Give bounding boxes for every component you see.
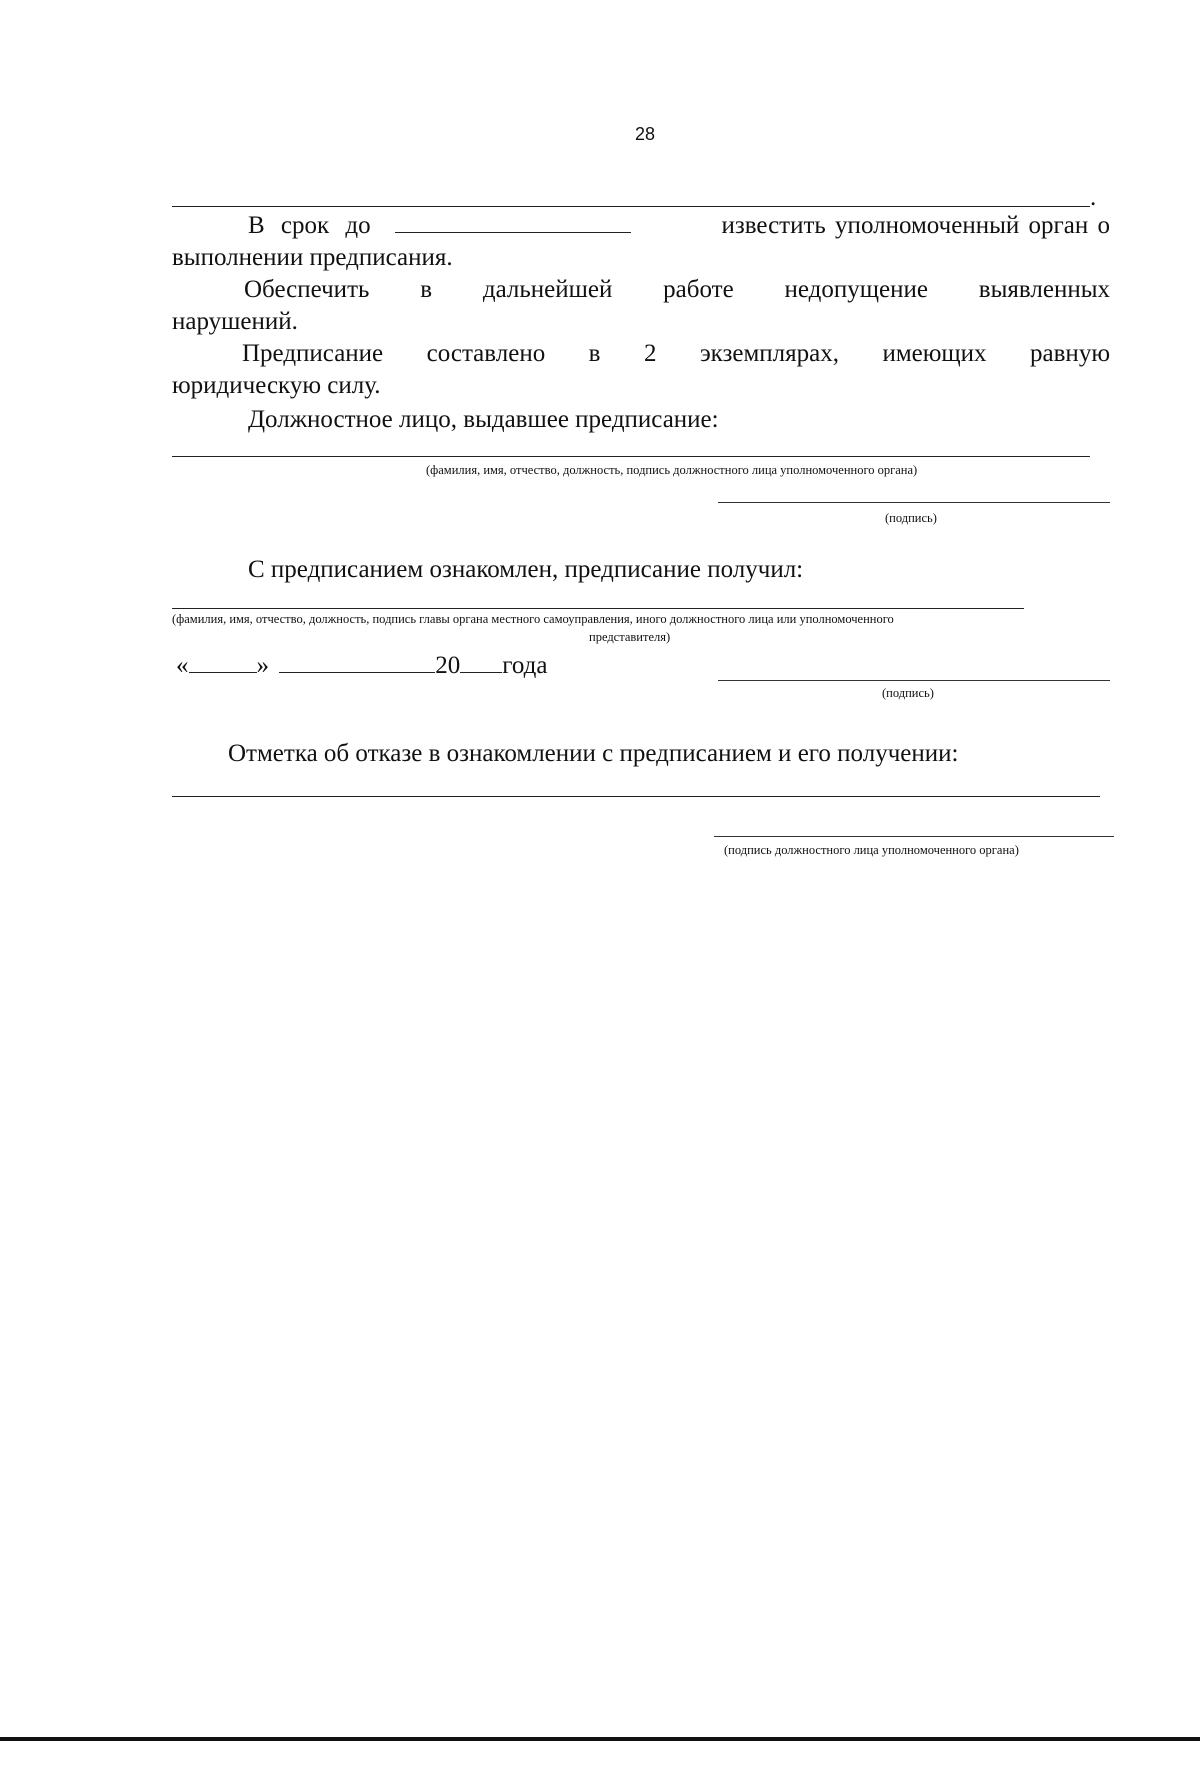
date-day-field[interactable] bbox=[189, 652, 257, 673]
refusal-note-line[interactable] bbox=[172, 796, 1100, 797]
page-number: 28 bbox=[634, 124, 656, 144]
copies-line-1: Предписание составлено в 2 экземплярах, имеющих равную bbox=[242, 340, 1110, 367]
official-name-caption: (фамилия, имя, отчество, должность, подпись должностного лица уполномоченного органа) bbox=[426, 463, 918, 477]
top-fill-line bbox=[172, 206, 1090, 207]
acknowledged-signature-line[interactable] bbox=[718, 680, 1110, 681]
official-name-line[interactable] bbox=[172, 456, 1090, 457]
refusal-signature-caption: (подпись должностного лица уполномоченного органа) bbox=[724, 843, 1019, 857]
official-signature-line[interactable] bbox=[718, 502, 1110, 503]
acknowledged-caption-line-1: (фамилия, имя, отчество, должность, подпись главы органа местного самоуправления, иного должностного лица или уполномоченного bbox=[172, 612, 894, 626]
date-month-field[interactable] bbox=[279, 652, 435, 673]
ensure-line-2: нарушений. bbox=[172, 308, 298, 335]
ensure-line-1: Обеспечить в дальнейшей работе недопущение выявленных bbox=[244, 276, 1110, 303]
date-year-field[interactable] bbox=[460, 652, 502, 673]
deadline-line bbox=[172, 210, 1110, 242]
copies-line-2: юридическую силу. bbox=[172, 372, 381, 399]
acknowledged-date bbox=[176, 650, 547, 682]
deadline-date-field[interactable] bbox=[395, 210, 631, 233]
scan-bottom-border bbox=[0, 1737, 1200, 1741]
refusal-heading: Отметка об отказе в ознакомлении с предписанием и его получении: bbox=[228, 740, 959, 767]
date-open-quote: « bbox=[176, 652, 189, 679]
date-century: 20 bbox=[435, 652, 461, 679]
date-close-quote: » bbox=[256, 652, 269, 679]
deadline-continuation: выполнении предписания. bbox=[172, 244, 453, 271]
deadline-suffix: известить уполномоченный орган о bbox=[721, 212, 1110, 239]
acknowledged-caption-line-2: представителя) bbox=[589, 630, 671, 644]
refusal-signature-line[interactable] bbox=[714, 836, 1114, 837]
top-line-period: . bbox=[1090, 184, 1097, 211]
acknowledged-heading: С предписанием ознакомлен, предписание получил: bbox=[248, 556, 804, 583]
acknowledged-signature-caption: (подпись) bbox=[882, 686, 934, 700]
acknowledged-name-line[interactable] bbox=[172, 608, 1024, 609]
official-signature-caption: (подпись) bbox=[885, 511, 937, 525]
deadline-prefix: В срок до bbox=[248, 212, 371, 239]
official-heading: Должностное лицо, выдавшее предписание: bbox=[248, 406, 719, 433]
date-suffix: года bbox=[502, 652, 548, 679]
